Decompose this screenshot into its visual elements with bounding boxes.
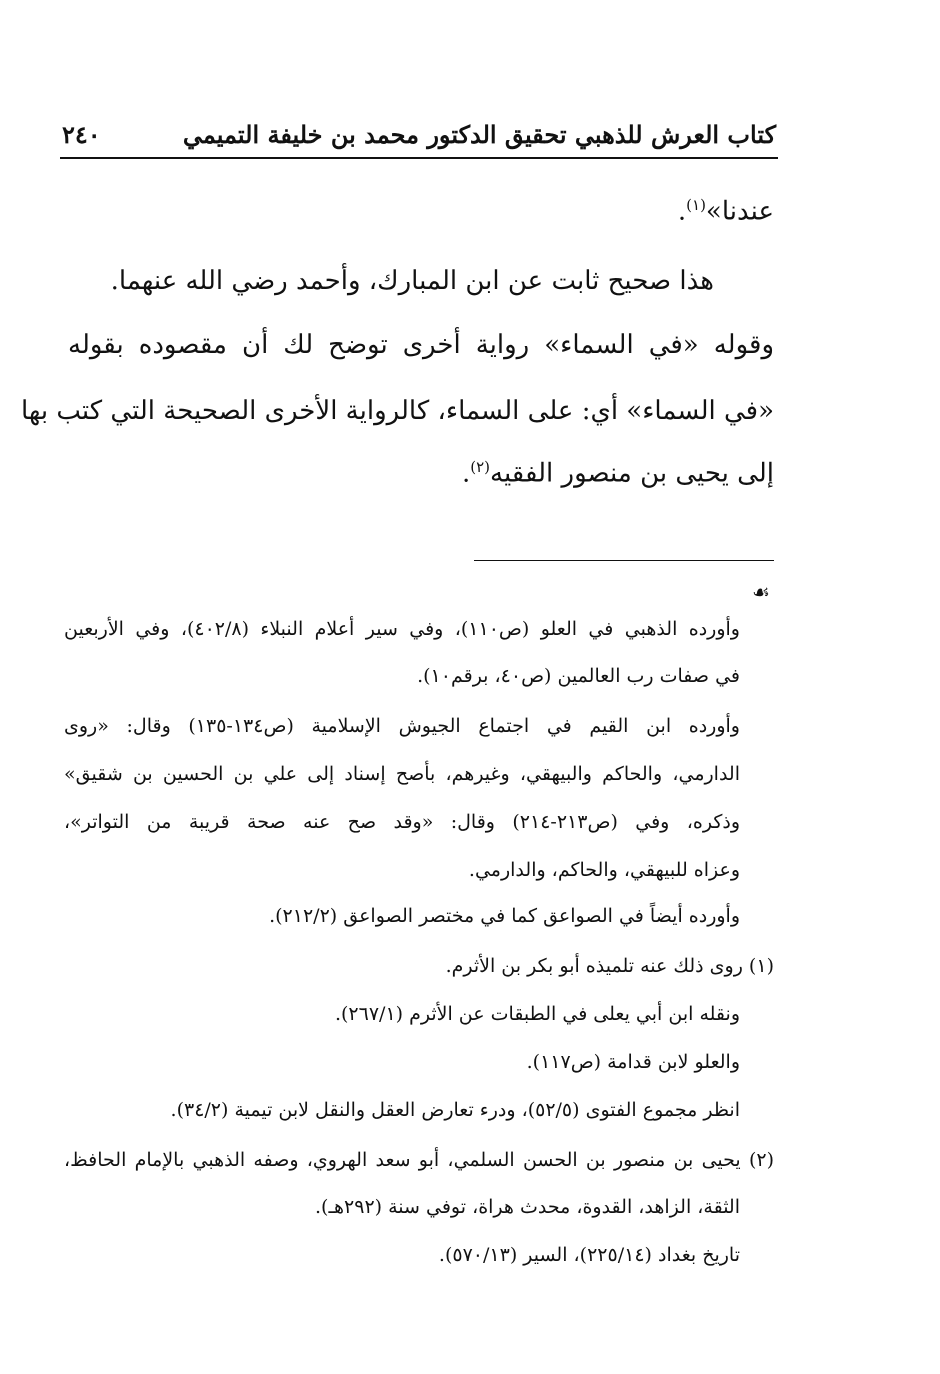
running-header bbox=[62, 112, 776, 156]
footnote-1-line: انظر مجموع الفتوى (٥٢/٥)، ودرء تعارض العقل والنقل لابن تيمية (٣٤/٢). bbox=[170, 1099, 740, 1121]
body-line-1 bbox=[678, 196, 774, 227]
footnote-2-line: (٢) يحيى بن منصور بن الحسن السلمي، أبو سعد الهروي، وصفه الذهبي بالإمام الحافظ، bbox=[64, 1149, 774, 1171]
body-line-5-end: . bbox=[461, 458, 471, 489]
footnote-line: الدارمي، والحاكم والبيهقي، وغيرهم، بأصح إسناد إلى علي بن الحسين بن شقيق» bbox=[64, 763, 740, 785]
footnote-2-line: الثقة، الزاهد، القدوة، محدث هراة، توفي سنة (٢٩٢هـ). bbox=[315, 1196, 740, 1218]
body-line-3: وقوله «في السماء» رواية أخرى توضح لك أن مقصوده بقوله bbox=[68, 330, 774, 360]
footnote-line: وأورده ابن القيم في اجتماع الجيوش الإسلامية (ص١٣٤-١٣٥) وقال: «روى bbox=[64, 715, 740, 737]
header-title: كتاب العرش للذهبي تحقيق الدكتور محمد بن خليفة التميمي bbox=[182, 119, 776, 149]
body-line-2: هذا صحيح ثابت عن ابن المبارك، وأحمد رضي الله عنهما. bbox=[110, 266, 714, 296]
page-number: ٢٤٠ bbox=[62, 119, 101, 149]
footnote-line: وذكره، وفي (ص٢١٣-٢١٤) وقال: «وقد صح عنه صحة قريبة من التواتر»، bbox=[64, 811, 740, 833]
footnote-ref-1: (١) bbox=[686, 196, 706, 214]
body-line-1-text: عندنا» bbox=[705, 196, 774, 227]
body-line-5-text: إلى يحيى بن منصور الفقيه bbox=[490, 458, 774, 489]
footnote-1-line: ونقله ابن أبي يعلى في الطبقات عن الأثرم (٢٦٧/١). bbox=[334, 1003, 740, 1025]
footnote-1-line: والعلو لابن قدامة (ص١١٧). bbox=[526, 1051, 740, 1073]
footnote-ref-2: (٢) bbox=[470, 458, 491, 476]
body-line-5 bbox=[462, 458, 774, 489]
header-rule bbox=[60, 157, 778, 159]
footnote-line: في صفات رب العالمين (ص٤٠، برقم١٠). bbox=[417, 665, 740, 687]
footnote-1-line: (١) روى ذلك عنه تلميذه أبو بكر بن الأثرم. bbox=[445, 955, 774, 977]
continuation-mark: ☙ bbox=[752, 580, 770, 604]
body-line-1-end: . bbox=[677, 196, 687, 227]
footnote-separator bbox=[474, 560, 774, 561]
footnote-line: وعزاه للبيهقي، والحاكم، والدارمي. bbox=[468, 859, 740, 881]
footnote-line: وأورده الذهبي في العلو (ص١١٠)، وفي سير أعلام النبلاء (٤٠٢/٨)، وفي الأربعين bbox=[64, 618, 740, 640]
footnote-2-line: تاريخ بغداد (٢٢٥/١٤)، السير (٥٧٠/١٣). bbox=[438, 1244, 740, 1266]
body-line-4: «في السماء» أي: على السماء، كالرواية الأخرى الصحيحة التي كتب بها bbox=[20, 396, 774, 426]
footnote-line: وأورده أيضاً في الصواعق كما في مختصر الصواعق (٢١٢/٢). bbox=[269, 905, 740, 927]
